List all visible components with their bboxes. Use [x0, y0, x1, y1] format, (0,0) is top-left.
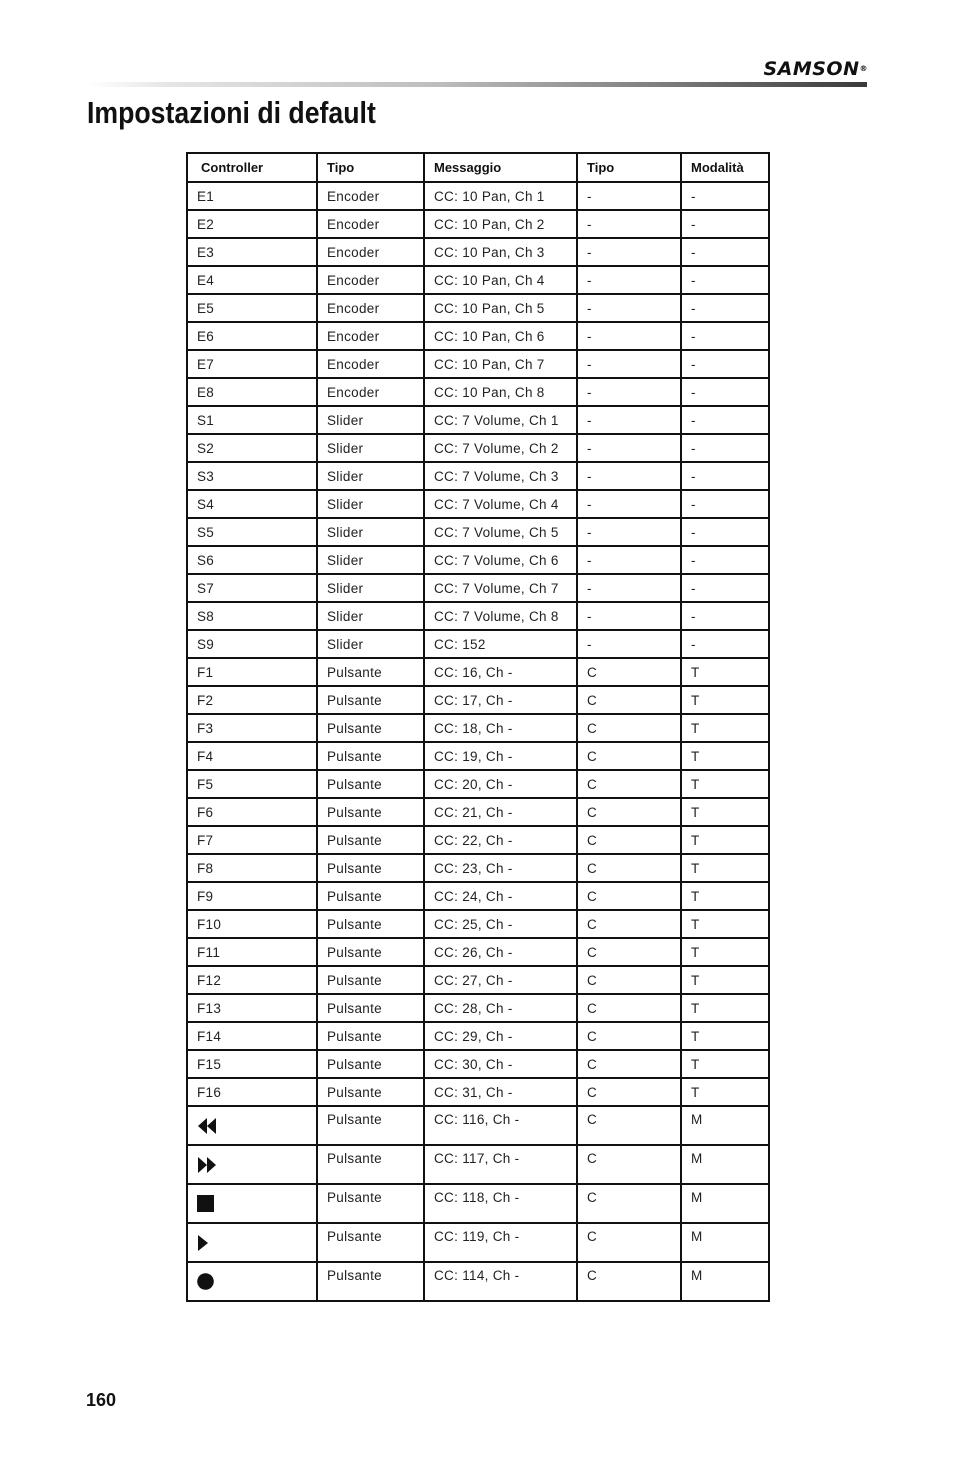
cell-controller [187, 1223, 317, 1262]
table-row [187, 434, 769, 462]
cell-tipo-2: - [577, 294, 681, 322]
table-row [187, 182, 769, 210]
table-row [187, 490, 769, 518]
cell-tipo: Encoder [317, 294, 424, 322]
cell-tipo: Encoder [317, 182, 424, 210]
cell-tipo-2: C [577, 1078, 681, 1106]
table-row [187, 1078, 769, 1106]
cell-controller: F1 [187, 658, 317, 686]
cell-modalita: - [681, 518, 769, 546]
cell-modalita: T [681, 994, 769, 1022]
cell-modalita: T [681, 826, 769, 854]
cell-controller: F15 [187, 1050, 317, 1078]
logo-text: SAMSON [763, 58, 860, 80]
cell-tipo-2: - [577, 434, 681, 462]
cell-tipo-2: - [577, 406, 681, 434]
cell-modalita: - [681, 322, 769, 350]
cell-messaggio: CC: 7 Volume, Ch 2 [424, 434, 577, 462]
cell-controller: S1 [187, 406, 317, 434]
cell-controller: E2 [187, 210, 317, 238]
cell-tipo-2: - [577, 490, 681, 518]
cell-controller: E4 [187, 266, 317, 294]
cell-modalita: M [681, 1184, 769, 1223]
cell-controller: F16 [187, 1078, 317, 1106]
cell-controller: E7 [187, 350, 317, 378]
table-header-row [187, 153, 769, 182]
cell-tipo: Pulsante [317, 686, 424, 714]
cell-messaggio: CC: 25, Ch - [424, 910, 577, 938]
cell-controller: F4 [187, 742, 317, 770]
cell-tipo-2: C [577, 770, 681, 798]
header-rule [88, 82, 867, 87]
table-row [187, 826, 769, 854]
cell-tipo-2: C [577, 742, 681, 770]
table-row [187, 350, 769, 378]
cell-tipo: Pulsante [317, 882, 424, 910]
cell-controller: E6 [187, 322, 317, 350]
cell-tipo-2: - [577, 266, 681, 294]
cell-tipo: Pulsante [317, 742, 424, 770]
default-settings-table [186, 152, 770, 1302]
cell-messaggio: CC: 10 Pan, Ch 6 [424, 322, 577, 350]
cell-tipo-2: C [577, 714, 681, 742]
cell-controller: E8 [187, 378, 317, 406]
cell-tipo: Pulsante [317, 798, 424, 826]
cell-messaggio: CC: 117, Ch - [424, 1145, 577, 1184]
cell-tipo: Pulsante [317, 966, 424, 994]
cell-modalita: T [681, 742, 769, 770]
cell-messaggio: CC: 7 Volume, Ch 5 [424, 518, 577, 546]
table-row [187, 882, 769, 910]
cell-controller: E3 [187, 238, 317, 266]
cell-modalita: M [681, 1223, 769, 1262]
cell-tipo: Pulsante [317, 1223, 424, 1262]
cell-messaggio: CC: 18, Ch - [424, 714, 577, 742]
cell-tipo: Pulsante [317, 1262, 424, 1301]
cell-controller: F10 [187, 910, 317, 938]
cell-messaggio: CC: 116, Ch - [424, 1106, 577, 1145]
cell-controller [187, 1184, 317, 1223]
table-row [187, 714, 769, 742]
cell-tipo-2: - [577, 546, 681, 574]
cell-tipo: Encoder [317, 322, 424, 350]
table-row [187, 938, 769, 966]
cell-modalita: - [681, 630, 769, 658]
cell-modalita: - [681, 182, 769, 210]
cell-tipo: Pulsante [317, 658, 424, 686]
cell-messaggio: CC: 7 Volume, Ch 4 [424, 490, 577, 518]
cell-tipo: Pulsante [317, 1106, 424, 1145]
cell-messaggio: CC: 27, Ch - [424, 966, 577, 994]
cell-modalita: - [681, 350, 769, 378]
cell-tipo-2: - [577, 518, 681, 546]
cell-controller: F6 [187, 798, 317, 826]
cell-modalita: - [681, 378, 769, 406]
cell-tipo: Slider [317, 462, 424, 490]
cell-tipo: Pulsante [317, 910, 424, 938]
table-row [187, 770, 769, 798]
table-row [187, 1050, 769, 1078]
table-row [187, 322, 769, 350]
cell-messaggio: CC: 17, Ch - [424, 686, 577, 714]
cell-tipo-2: - [577, 378, 681, 406]
cell-tipo: Slider [317, 434, 424, 462]
cell-controller: F9 [187, 882, 317, 910]
cell-tipo: Pulsante [317, 714, 424, 742]
header-tipo-2: Tipo [577, 153, 681, 182]
cell-tipo: Pulsante [317, 1184, 424, 1223]
cell-tipo-2: C [577, 994, 681, 1022]
cell-controller: S3 [187, 462, 317, 490]
table-row [187, 406, 769, 434]
cell-controller: S4 [187, 490, 317, 518]
cell-messaggio: CC: 10 Pan, Ch 1 [424, 182, 577, 210]
cell-tipo: Slider [317, 518, 424, 546]
cell-messaggio: CC: 7 Volume, Ch 7 [424, 574, 577, 602]
cell-modalita: M [681, 1145, 769, 1184]
cell-messaggio: CC: 10 Pan, Ch 7 [424, 350, 577, 378]
play-icon [197, 1235, 209, 1251]
cell-modalita: - [681, 462, 769, 490]
cell-modalita: - [681, 406, 769, 434]
table-row [187, 966, 769, 994]
cell-tipo-2: C [577, 686, 681, 714]
cell-controller: S8 [187, 602, 317, 630]
header-controller: Controller [187, 153, 317, 182]
cell-tipo: Pulsante [317, 994, 424, 1022]
cell-controller [187, 1262, 317, 1301]
cell-modalita: T [681, 966, 769, 994]
cell-controller: F3 [187, 714, 317, 742]
cell-modalita: M [681, 1262, 769, 1301]
table-body [187, 182, 769, 1301]
table-row [187, 294, 769, 322]
cell-controller: E5 [187, 294, 317, 322]
cell-controller: F7 [187, 826, 317, 854]
cell-tipo: Encoder [317, 238, 424, 266]
cell-modalita: - [681, 546, 769, 574]
cell-tipo-2: - [577, 602, 681, 630]
cell-messaggio: CC: 21, Ch - [424, 798, 577, 826]
cell-tipo-2: - [577, 574, 681, 602]
cell-tipo: Encoder [317, 210, 424, 238]
cell-modalita: T [681, 798, 769, 826]
cell-modalita: T [681, 770, 769, 798]
cell-controller: F5 [187, 770, 317, 798]
table-row [187, 210, 769, 238]
table-row [187, 910, 769, 938]
cell-tipo-2: C [577, 966, 681, 994]
cell-tipo-2: C [577, 658, 681, 686]
table-row [187, 518, 769, 546]
cell-messaggio: CC: 10 Pan, Ch 4 [424, 266, 577, 294]
cell-tipo-2: - [577, 238, 681, 266]
cell-controller: F12 [187, 966, 317, 994]
cell-modalita: T [681, 714, 769, 742]
cell-tipo-2: C [577, 1262, 681, 1301]
cell-tipo-2: C [577, 882, 681, 910]
table-row [187, 798, 769, 826]
table-row-transport [187, 1106, 769, 1145]
cell-tipo-2: C [577, 798, 681, 826]
table-row [187, 742, 769, 770]
samson-logo [736, 58, 868, 80]
cell-modalita: T [681, 686, 769, 714]
cell-tipo-2: C [577, 854, 681, 882]
cell-modalita: - [681, 238, 769, 266]
cell-tipo-2: C [577, 1022, 681, 1050]
cell-tipo-2: - [577, 210, 681, 238]
cell-modalita: T [681, 658, 769, 686]
header-modalita: Modalità [681, 153, 769, 182]
table-row [187, 630, 769, 658]
table-row [187, 1022, 769, 1050]
cell-modalita: T [681, 854, 769, 882]
cell-tipo-2: C [577, 1145, 681, 1184]
cell-tipo-2: C [577, 1106, 681, 1145]
cell-tipo-2: C [577, 1184, 681, 1223]
cell-messaggio: CC: 118, Ch - [424, 1184, 577, 1223]
cell-controller [187, 1106, 317, 1145]
table-row [187, 994, 769, 1022]
table-row-transport [187, 1184, 769, 1223]
page-number: 160 [86, 1390, 117, 1410]
cell-tipo-2: C [577, 938, 681, 966]
cell-messaggio: CC: 119, Ch - [424, 1223, 577, 1262]
cell-tipo: Slider [317, 574, 424, 602]
cell-controller: F11 [187, 938, 317, 966]
table-row [187, 602, 769, 630]
cell-modalita: - [681, 210, 769, 238]
cell-tipo: Encoder [317, 378, 424, 406]
cell-messaggio: CC: 10 Pan, Ch 3 [424, 238, 577, 266]
cell-messaggio: CC: 7 Volume, Ch 6 [424, 546, 577, 574]
cell-messaggio: CC: 23, Ch - [424, 854, 577, 882]
cell-controller: F2 [187, 686, 317, 714]
cell-modalita: T [681, 1022, 769, 1050]
cell-tipo: Slider [317, 630, 424, 658]
cell-tipo: Slider [317, 490, 424, 518]
cell-tipo-2: - [577, 322, 681, 350]
cell-tipo-2: C [577, 1223, 681, 1262]
table-row [187, 462, 769, 490]
cell-tipo: Slider [317, 602, 424, 630]
cell-messaggio: CC: 29, Ch - [424, 1022, 577, 1050]
cell-controller: S6 [187, 546, 317, 574]
cell-messaggio: CC: 152 [424, 630, 577, 658]
cell-modalita: T [681, 882, 769, 910]
table-row [187, 854, 769, 882]
cell-modalita: T [681, 1078, 769, 1106]
cell-tipo: Encoder [317, 266, 424, 294]
table-row [187, 378, 769, 406]
cell-tipo: Slider [317, 406, 424, 434]
cell-messaggio: CC: 7 Volume, Ch 1 [424, 406, 577, 434]
cell-tipo-2: C [577, 910, 681, 938]
cell-messaggio: CC: 19, Ch - [424, 742, 577, 770]
page-title: Impostazioni di default [87, 95, 376, 130]
cell-tipo-2: - [577, 182, 681, 210]
stop-icon [197, 1195, 214, 1212]
cell-tipo: Pulsante [317, 854, 424, 882]
cell-messaggio: CC: 10 Pan, Ch 2 [424, 210, 577, 238]
cell-modalita: - [681, 434, 769, 462]
cell-tipo: Pulsante [317, 1145, 424, 1184]
cell-controller: F8 [187, 854, 317, 882]
table-row-transport [187, 1262, 769, 1301]
cell-messaggio: CC: 28, Ch - [424, 994, 577, 1022]
cell-tipo-2: - [577, 350, 681, 378]
cell-tipo: Pulsante [317, 1022, 424, 1050]
table-row-transport [187, 1223, 769, 1262]
cell-tipo-2: - [577, 462, 681, 490]
cell-controller: E1 [187, 182, 317, 210]
cell-tipo: Pulsante [317, 826, 424, 854]
cell-messaggio: CC: 7 Volume, Ch 3 [424, 462, 577, 490]
cell-messaggio: CC: 31, Ch - [424, 1078, 577, 1106]
cell-modalita: T [681, 910, 769, 938]
fast-forward-icon [197, 1157, 217, 1173]
header-tipo: Tipo [317, 153, 424, 182]
cell-modalita: T [681, 938, 769, 966]
cell-modalita: - [681, 574, 769, 602]
cell-modalita: T [681, 1050, 769, 1078]
cell-controller: S9 [187, 630, 317, 658]
cell-tipo: Encoder [317, 350, 424, 378]
table-row [187, 266, 769, 294]
cell-controller: S2 [187, 434, 317, 462]
cell-modalita: - [681, 602, 769, 630]
cell-modalita: - [681, 294, 769, 322]
cell-tipo-2: - [577, 630, 681, 658]
table-row [187, 546, 769, 574]
cell-controller [187, 1145, 317, 1184]
cell-tipo: Pulsante [317, 1078, 424, 1106]
cell-modalita: - [681, 266, 769, 294]
cell-controller: F13 [187, 994, 317, 1022]
cell-controller: S7 [187, 574, 317, 602]
cell-tipo: Pulsante [317, 1050, 424, 1078]
cell-controller: F14 [187, 1022, 317, 1050]
cell-tipo-2: C [577, 826, 681, 854]
cell-controller: S5 [187, 518, 317, 546]
table-row [187, 238, 769, 266]
registered-mark: ® [859, 64, 868, 73]
table-row [187, 574, 769, 602]
cell-modalita: - [681, 490, 769, 518]
cell-messaggio: CC: 30, Ch - [424, 1050, 577, 1078]
cell-messaggio: CC: 24, Ch - [424, 882, 577, 910]
table-row [187, 658, 769, 686]
cell-messaggio: CC: 16, Ch - [424, 658, 577, 686]
cell-tipo: Pulsante [317, 770, 424, 798]
cell-messaggio: CC: 22, Ch - [424, 826, 577, 854]
cell-tipo-2: C [577, 1050, 681, 1078]
table-row-transport [187, 1145, 769, 1184]
record-icon [197, 1273, 214, 1290]
cell-messaggio: CC: 10 Pan, Ch 5 [424, 294, 577, 322]
cell-tipo: Pulsante [317, 938, 424, 966]
table-row [187, 686, 769, 714]
rewind-icon [197, 1118, 217, 1134]
header-messaggio: Messaggio [424, 153, 577, 182]
cell-messaggio: CC: 114, Ch - [424, 1262, 577, 1301]
cell-messaggio: CC: 26, Ch - [424, 938, 577, 966]
cell-messaggio: CC: 10 Pan, Ch 8 [424, 378, 577, 406]
cell-modalita: M [681, 1106, 769, 1145]
cell-tipo: Slider [317, 546, 424, 574]
cell-messaggio: CC: 20, Ch - [424, 770, 577, 798]
cell-messaggio: CC: 7 Volume, Ch 8 [424, 602, 577, 630]
